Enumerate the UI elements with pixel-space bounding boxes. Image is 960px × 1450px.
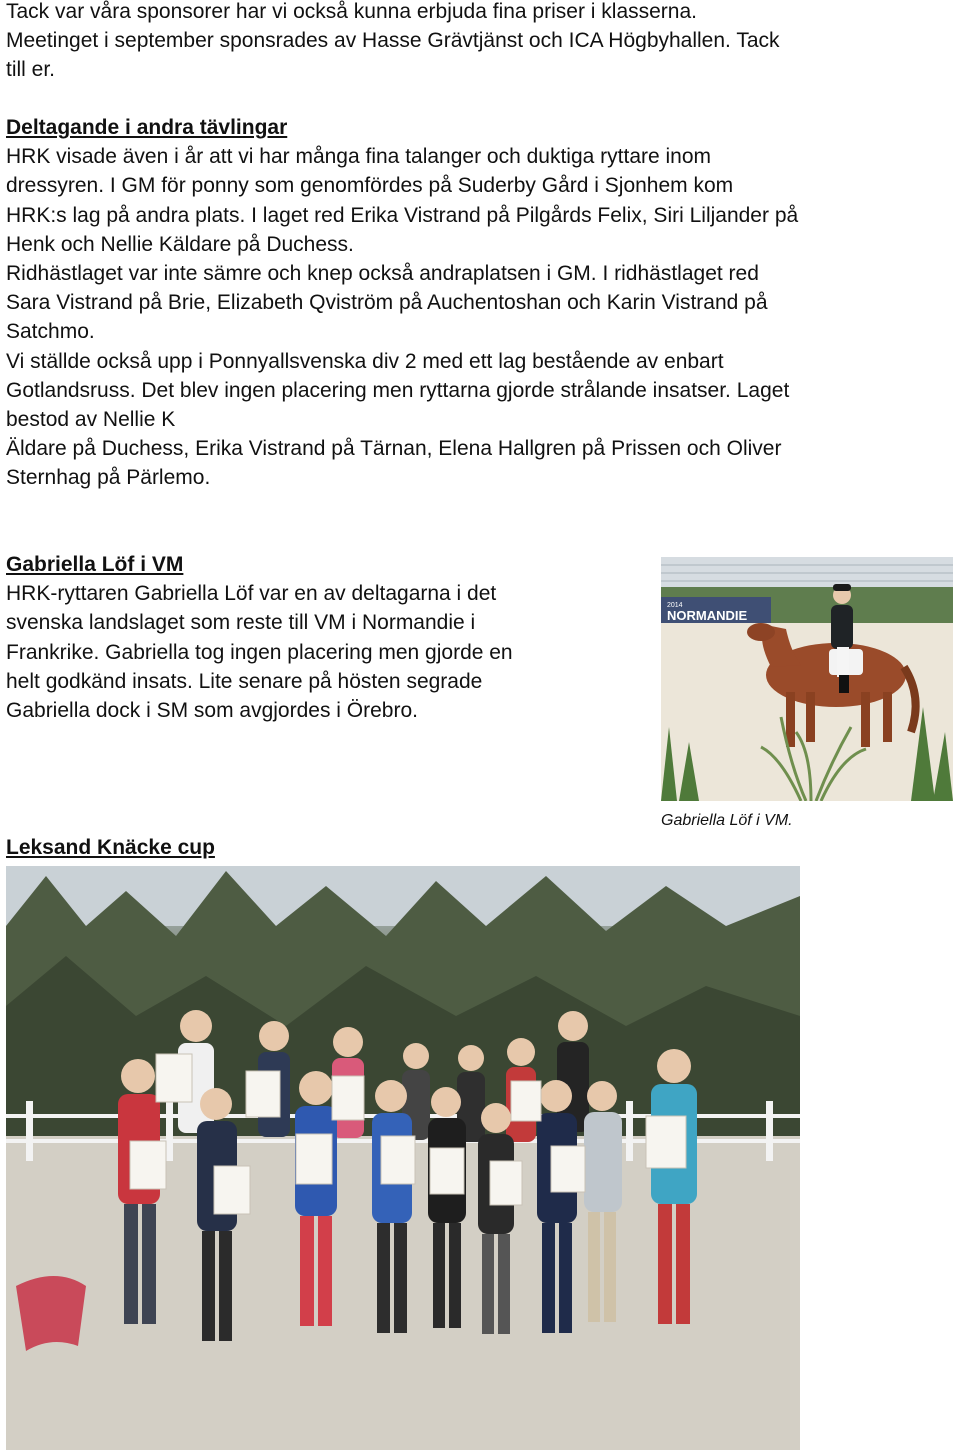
vm-section	[6, 550, 513, 725]
dressage-photo	[661, 557, 953, 801]
dressage-photo-illustration	[661, 557, 953, 801]
text-line: helt godkänd insats. Lite senare på hösten segrade	[6, 669, 483, 693]
text-line: Meetinget i september sponsrades av Hasse Grävtjänst och ICA Högbyhallen. Tack	[6, 29, 780, 53]
text-line: Satchmo.	[6, 320, 95, 344]
text-line: bestod av Nellie K	[6, 408, 176, 432]
group-photo	[6, 866, 800, 1450]
text-line: Sternhag på Pärlemo.	[6, 466, 211, 490]
section-heading: Leksand Knäcke cup	[6, 836, 215, 859]
sponsors-paragraph	[6, 0, 780, 85]
text-line: HRK-ryttaren Gabriella Löf var en av deltagarna i det	[6, 582, 497, 606]
text-line: till er.	[6, 58, 56, 82]
text-line: HRK:s lag på andra plats. I laget red Erika Vistrand på Pilgårds Felix, Siri Liljander på	[6, 203, 799, 227]
text-line: Äldare på Duchess, Erika Vistrand på Tärnan, Elena Hallgren på Prissen och Oliver	[6, 437, 782, 461]
text-line: Henk och Nellie Käldare på Duchess.	[6, 232, 354, 256]
text-line: Ridhästlaget var inte sämre och knep också andraplatsen i GM. I ridhästlaget red	[6, 262, 759, 286]
text-line: Vi ställde också upp i Ponnyallsvenska div 2 med ett lag bestående av enbart	[6, 349, 724, 373]
text-line: Gabriella dock i SM som avgjordes i Örebro.	[6, 699, 418, 723]
photo-caption: Gabriella Löf i VM.	[661, 812, 793, 829]
arena-sign-year: 2014	[667, 602, 683, 609]
text-line: HRK visade även i år att vi har många fina talanger och duktiga ryttare inom	[6, 145, 712, 169]
section-heading: Deltagande i andra tävlingar	[6, 116, 288, 139]
text-line: Sara Vistrand på Brie, Elizabeth Qviström på Auchentoshan och Karin Vistrand på	[6, 291, 768, 315]
text-line: Frankrike. Gabriella tog ingen placering men gjorde en	[6, 640, 513, 664]
group-photo-illustration	[6, 866, 800, 1450]
text-line: Tack var våra sponsorer har vi också kunna erbjuda fina priser i klasserna.	[6, 0, 697, 23]
text-line: svenska landslaget som reste till VM i Normandie i	[6, 611, 476, 635]
section-heading: Gabriella Löf i VM	[6, 553, 184, 576]
other-competitions-section	[6, 113, 798, 493]
text-line: Gotlandsruss. Det blev ingen placering men ryttarna gjorde strålande insatser. Laget	[6, 378, 790, 402]
text-line: dressyren. I GM för ponny som genomfördes på Suderby Gård i Sjonhem kom	[6, 174, 734, 198]
arena-sign-text: NORMANDIE	[667, 608, 748, 623]
